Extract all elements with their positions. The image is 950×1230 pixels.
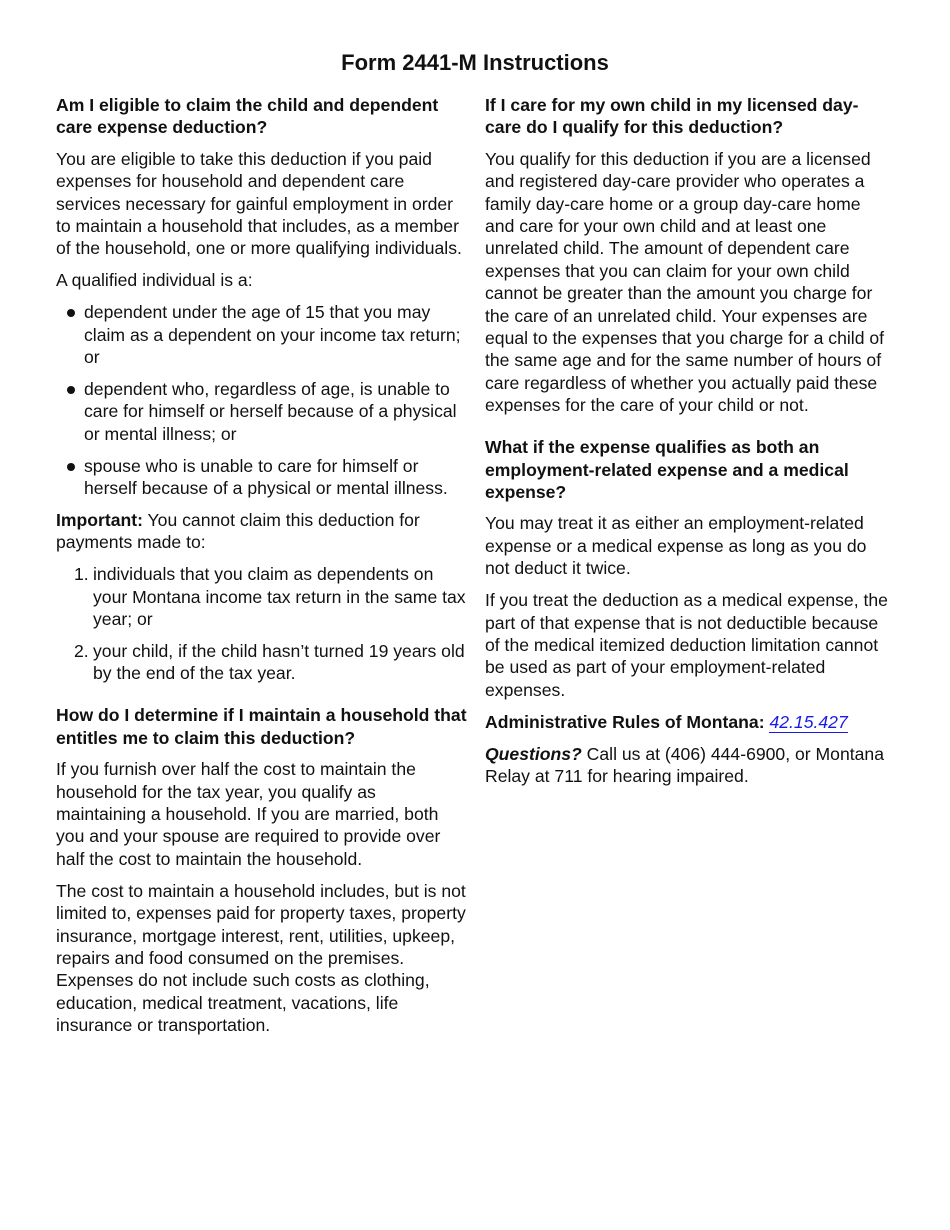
list-item-text: individuals that you claim as dependents on your Montana income tax return in the same tax year; or (93, 564, 466, 630)
eligibility-paragraph: You are eligible to take this deduction if you paid expenses for household and dependent care services necessary for gainful employment in order to maintain a household that includes, as a member of the household, one or more qualifying individuals. (56, 148, 462, 259)
question-own-child: If I care for my own child in my licensed day-care do I qualify for this deduction? (485, 95, 859, 138)
list-number: 1. (74, 564, 89, 585)
question-medical-expense: What if the expense qualifies as both an employment-related expense and a medical expense? (485, 437, 849, 502)
arm-rule-link[interactable]: 42.15.427 (769, 711, 848, 732)
important-text: You cannot claim this deduction for payments made to: (56, 510, 420, 553)
important-note (56, 509, 468, 554)
questions-text: Call us at (406) 444-6900, or Montana Relay at 711 for hearing impaired. (485, 743, 884, 786)
page-title: Form 2441-M Instructions (341, 50, 609, 75)
questions-contact (485, 743, 893, 788)
qualified-individual-intro: A qualified individual is a: (56, 270, 253, 291)
list-item: dependent who, regardless of age, is unable to care for himself or herself because of a physical or mental illness; or (56, 378, 468, 445)
household-cost-paragraph: The cost to maintain a household includes, but is not limited to, expenses paid for property taxes, property insurance, mortgage interest, rent, utilities, upkeep, repairs and food consumed on the premises. Expenses do not include such costs as clothing, education, medical treatment, vacations, life insurance or transportation. (56, 880, 466, 1036)
list-item (56, 640, 468, 685)
list-number: 2. (74, 641, 89, 662)
exclusions-list (56, 563, 468, 685)
important-label: Important: (56, 510, 143, 530)
household-paragraph: If you furnish over half the cost to maintain the household for the tax year, you qualify as maintaining a household. If you are married, both you and your spouse are required to provide over half the cost to maintain the household. (56, 759, 441, 869)
left-column (56, 94, 468, 1046)
questions-label: Questions? (485, 743, 582, 764)
list-item: spouse who is unable to care for himself or herself because of a physical or mental illness. (56, 455, 468, 500)
medical-treatment-paragraph: You may treat it as either an employment-related expense or a medical expense as long as you do not deduct it twice. (485, 513, 867, 579)
question-household: How do I determine if I maintain a household that entitles me to claim this deduction? (56, 705, 467, 748)
list-item: dependent under the age of 15 that you may claim as a dependent on your income tax return; or (56, 301, 468, 368)
administrative-rules (485, 711, 893, 733)
qualified-individual-list (56, 301, 468, 499)
own-child-paragraph: You qualify for this deduction if you are a licensed and registered day-care provider who operates a family day-care home or a group day-care home and care for your own child and at least one unrelated child. The amount of dependent care expenses that you can claim for your own child cannot be greater than the amount you charge for the care of an unrelated child. Your expenses are equal to the expenses that you charge for a child of the same age and for the same number of hours of care regardless of whether you actually paid these expenses for the care of your child or not. (485, 148, 885, 416)
right-column (485, 94, 893, 797)
question-eligibility: Am I eligible to claim the child and dependent care expense deduction? (56, 95, 439, 138)
medical-limitation-paragraph: If you treat the deduction as a medical expense, the part of that expense that is not deductible because of the medical itemized deduction limitation cannot be used as part of your employment-related expenses. (485, 590, 888, 700)
list-item (56, 563, 468, 630)
list-item-text: your child, if the child hasn’t turned 19 years old by the end of the tax year. (93, 641, 465, 684)
arm-label: Administrative Rules of Montana: (485, 711, 765, 732)
